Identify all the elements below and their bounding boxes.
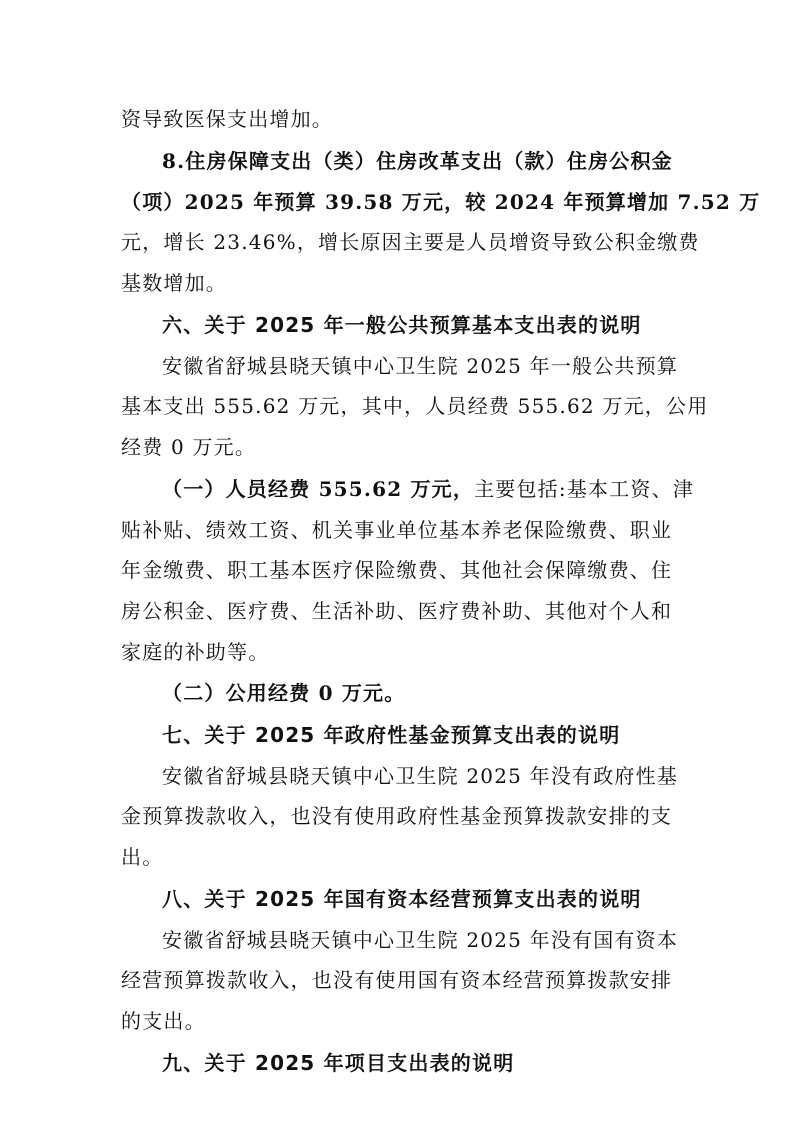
- paragraph-line: 出。: [121, 845, 164, 869]
- paragraph-line: 安徽省舒城县晓天镇中心卫生院 2025 年没有政府性基: [162, 764, 679, 788]
- paragraph-line: 安徽省舒城县晓天镇中心卫生院 2025 年一般公共预算: [162, 354, 679, 378]
- paragraph-text: 主要包括:基本工资、津: [474, 477, 695, 501]
- subsection-heading: （二）公用经费 0 万元。: [162, 681, 406, 705]
- paragraph-line: 基本支出 555.62 万元，其中，人员经费 555.62 万元，公用: [121, 394, 709, 418]
- paragraph-line: 经费 0 万元。: [121, 435, 257, 459]
- paragraph-line: 安徽省舒城县晓天镇中心卫生院 2025 年没有国有资本: [162, 928, 679, 952]
- paragraph-line: 的支出。: [121, 1009, 206, 1033]
- subsection-heading: （一）人员经费 555.62 万元，: [162, 477, 475, 501]
- paragraph-line: [162, 477, 722, 501]
- paragraph-line: 经营预算拨款收入，也没有使用国有资本经营预算拨款安排: [121, 968, 673, 992]
- section-item-heading: 8.住房保障支出（类）住房改革支出（款）住房公积金: [162, 149, 673, 173]
- section-heading: 七、关于 2025 年政府性基金预算支出表的说明: [162, 723, 621, 747]
- paragraph-line: 金预算拨款收入，也没有使用政府性基金预算拨款安排的支: [121, 804, 673, 828]
- paragraph-line: 贴补贴、绩效工资、机关事业单位基本养老保险缴费、职业: [121, 518, 673, 542]
- paragraph-line: 家庭的补助等。: [121, 640, 270, 664]
- paragraph-line: 房公积金、医疗费、生活补助、医疗费补助、其他对个人和: [121, 599, 673, 623]
- section-heading: 八、关于 2025 年国有资本经营预算支出表的说明: [162, 887, 642, 911]
- paragraph-line: 年金缴费、职工基本医疗保险缴费、其他社会保障缴费、住: [121, 558, 673, 582]
- paragraph-line: 资导致医保支出增加。: [121, 107, 333, 131]
- paragraph-line: （项）2025 年预算 39.58 万元，较 2024 年预算增加 7.52 万: [121, 190, 761, 214]
- section-heading: 六、关于 2025 年一般公共预算基本支出表的说明: [162, 313, 642, 337]
- section-heading: 九、关于 2025 年项目支出表的说明: [162, 1051, 515, 1075]
- paragraph-line: 基数增加。: [121, 271, 227, 295]
- paragraph-line: 元，增长 23.46%，增长原因主要是人员增资导致公积金缴费: [121, 230, 700, 254]
